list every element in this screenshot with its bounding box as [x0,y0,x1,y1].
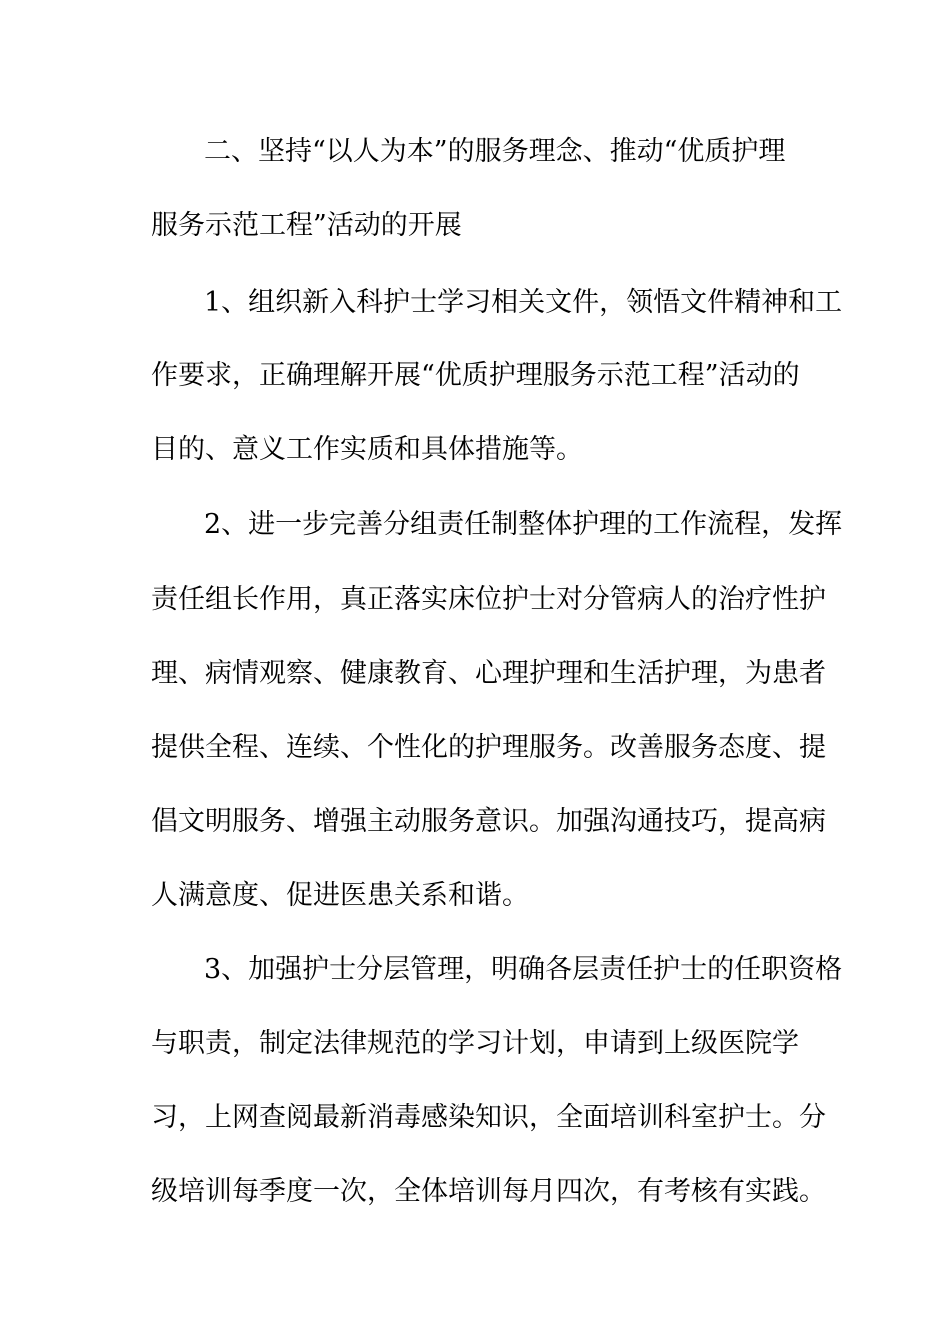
paragraph-3-line-2: 与职责，制定法律规范的学习计划，申请到上级医院学 [151,1028,799,1059]
paragraph-2-line-5: 倡文明服务、增强主动服务意识。加强沟通技巧，提高病 [151,806,826,837]
paragraph-1-line-3: 目的、意义工作实质和具体措施等。 [151,434,583,465]
paragraph-3-line-1: 3、加强护士分层管理，明确各层责任护士的任职资格 [204,954,843,985]
paragraph-2-line-4: 提供全程、连续、个性化的护理服务。改善服务态度、提 [151,732,826,763]
paragraph-2-line-1: 2、进一步完善分组责任制整体护理的工作流程，发挥 [204,509,843,540]
section-heading-line-1: 二、坚持“以人为本”的服务理念、推动“优质护理 [204,136,786,167]
paragraph-2-line-3: 理、病情观察、健康教育、心理护理和生活护理，为患者 [151,658,826,689]
paragraph-3-line-3: 习，上网查阅最新消毒感染知识，全面培训科室护士。分 [151,1102,826,1133]
paragraph-2-line-6: 人满意度、促进医患关系和谐。 [151,880,529,911]
paragraph-1-line-2: 作要求，正确理解开展“优质护理服务示范工程”活动的 [151,360,800,391]
paragraph-2-line-2: 责任组长作用，真正落实床位护士对分管病人的治疗性护 [151,584,826,615]
section-heading-line-2: 服务示范工程”活动的开展 [151,210,462,241]
paragraph-1-line-1: 1、组织新入科护士学习相关文件，领悟文件精神和工 [204,287,843,318]
paragraph-3-line-4: 级培训每季度一次，全体培训每月四次，有考核有实践。 [151,1176,826,1207]
